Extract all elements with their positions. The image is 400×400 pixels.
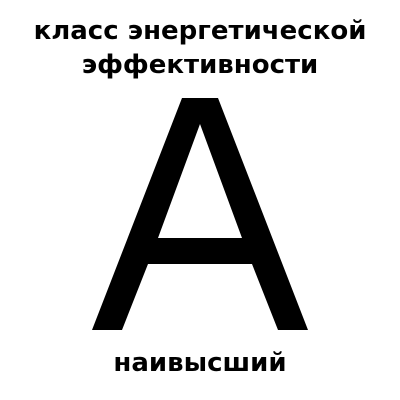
grade-caption: наивысший: [113, 348, 287, 378]
energy-grade-letter: [92, 98, 308, 330]
grade-letter-graphic: [92, 98, 308, 330]
heading-line-2: эффективности: [81, 50, 319, 80]
energy-class-heading: [0, 14, 400, 82]
heading-line-1: класс энергетической: [33, 16, 367, 46]
